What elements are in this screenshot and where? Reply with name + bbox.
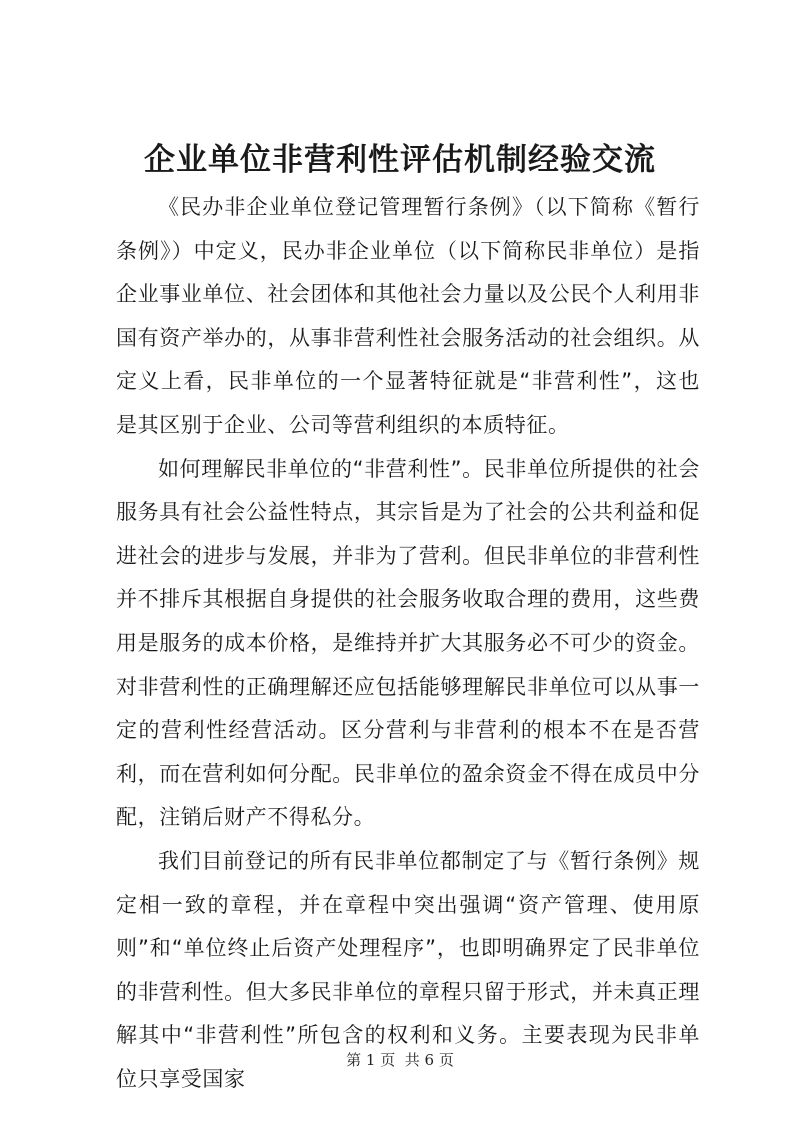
page-number: 第 1 页	[346, 1051, 396, 1069]
page-footer	[0, 1050, 800, 1070]
paragraph-3: 我们目前登记的所有民非单位都制定了与《暂行条例》规定相一致的章程，并在章程中突出强调“资产管理、使用原则”和“单位终止后资产处理程序”，也即明确界定了民非单位的非营利性。但大多民非单位的章程只留于形式，并未真正理解其中“非营利性”所包含的权利和义务。主要表现为民非单位只享受国家	[116, 848, 700, 1091]
paragraph-1: 《民办非企业单位登记管理暂行条例》（以下简称《暂行条例》）中定义，民办非企业单位（以下简称民非单位）是指企业事业单位、社会团体和其他社会力量以及公民个人利用非国有资产举办的，从事非营利性社会服务活动的社会组织。从定义上看，民非单位的一个显著特征就是“非营利性”，这也是其区别于企业、公司等营利组织的本质特征。	[116, 195, 700, 437]
document-title: 企业单位非营利性评估机制经验交流	[144, 142, 656, 178]
page-total: 共 6 页	[404, 1051, 454, 1069]
document-body	[116, 186, 700, 1101]
paragraph-2: 如何理解民非单位的“非营利性”。民非单位所提供的社会服务具有社会公益性特点，其宗旨是为了社会的公共利益和促进社会的进步与发展，并非为了营利。但民非单位的非营利性并不排斥其根据自身提供的社会服务收取合理的费用，这些费用是服务的成本价格，是维持并扩大其服务必不可少的资金。对非营利性的正确理解还应包括能够理解民非单位可以从事一定的营利性经营活动。区分营利与非营利的根本不在是否营利，而在营利如何分配。民非单位的盈余资金不得在成员中分配，注销后财产不得私分。	[116, 456, 700, 830]
